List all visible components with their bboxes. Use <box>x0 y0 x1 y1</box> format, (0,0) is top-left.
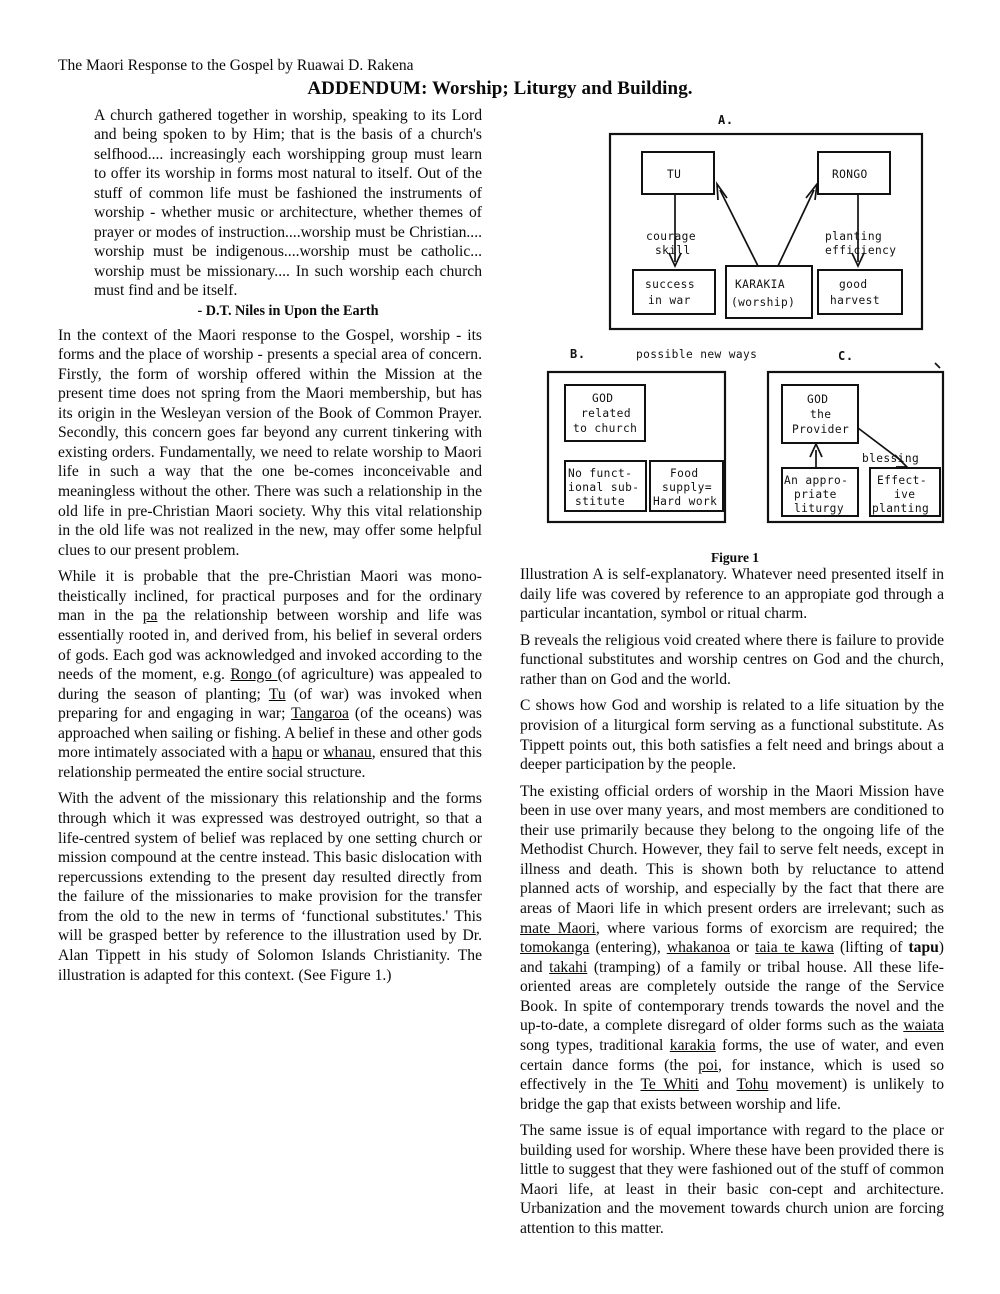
box-karakia-label: KARAKIA <box>735 278 785 291</box>
box-c3-line1: Effect- <box>877 474 927 487</box>
text-seg: (of the oceans) was approached when sailing or fishing. A belief in these and other gods more intimately associated with a <box>58 705 482 762</box>
term-tapu: tapu <box>908 939 939 957</box>
text-seg: The existing official orders of worship in the Maori Mission have been in use over many years, and most members are conditioned to their use primarily because they belong to the ongoing life of the Methodist Church. However, they fail to serve felt needs, except in illness and death. This is shown both by reluctance to attend planned acts of worship, and especially by the fact that there are areas of Maori life in which present orders are irrelevant; such as <box>520 782 944 917</box>
box-b1-line3: to church <box>573 422 638 435</box>
term-tomokanga: tomokanga <box>520 939 590 957</box>
text-seg: or <box>302 744 324 762</box>
box-c1-line1: GOD <box>807 393 829 406</box>
panel-a-label: A. <box>718 113 734 127</box>
paragraph-orders <box>520 782 944 1115</box>
edge-label-blessing: blessing <box>862 452 920 465</box>
edge-label-planting: planting <box>825 230 883 243</box>
text-seg: While it is probable that the pre-Christian Maori was mono-theistically inclined, for practical purposes and for the ordinary man in the <box>58 568 482 625</box>
box-harvest-sublabel: harvest <box>830 294 880 307</box>
term-pa: pa <box>142 607 158 625</box>
paragraph-missionary: With the advent of the missionary this relationship and the forms through which it was expressed was destroyed outright, so that a life-centred system of belief was replaced by one setting church or mission compound at the centre instead. This basic dislocation with repercussions extending to the present day resulted directly from the failure of the missionaries to make provision for the transfer from the old to the new in terms of ‘functional substitutes.' This will be grasped better by reference to the illustration used by Dr. Alan Tippett in his study of Solomon Islands Christianity. The illustration is adapted for this context. (See Figure 1.) <box>58 790 482 984</box>
running-head: The Maori Response to the Gospel by Ruawai D. Rakena <box>58 57 414 74</box>
text-seg: , for instance, which is used so effectively in the <box>520 1056 945 1094</box>
box-c1-line3: Provider <box>792 423 850 436</box>
text-seg: movement) is unlikely to bridge the gap that exists between worship and life. <box>520 1076 944 1113</box>
text-seg: (entering), <box>589 939 667 957</box>
term-karakia: karakia <box>669 1036 716 1054</box>
figure-caption: Figure 1 <box>710 550 760 565</box>
box-b3-line3: Hard work <box>653 495 718 508</box>
box-c2-line3: liturgy <box>794 502 844 515</box>
box-c3-line2: ive <box>894 488 916 501</box>
page-title: ADDENDUM: Worship; Liturgy and Building. <box>307 78 693 99</box>
quote-attribution: - D.T. Niles in Upon the Earth <box>197 302 379 319</box>
figure-1 <box>520 110 950 565</box>
arrowhead-karakia-rongo <box>806 184 817 200</box>
term-te-whiti: Te Whiti <box>640 1076 699 1094</box>
epigraph-quote <box>58 106 482 301</box>
arrowhead-karakia-tu <box>717 184 727 200</box>
box-c2-line2: priate <box>794 488 837 501</box>
text-seg: (tramping) of a family or tribal house. All these life-oriented areas are completely outside the range of the Service Book. In spite of contemporary trends towards the novel and the up-to-date, a complete disregard of older forms such as the <box>520 958 944 1035</box>
term-waiata: waiata <box>903 1017 944 1035</box>
paragraph-illustration-c: C shows how God and worship is related to a life situation by the provision of a liturgical form serving as a functional substitute. As Tippett points out, this both satisfies a felt need and brings about a deeper participation by the people. <box>520 697 944 774</box>
box-tu-label: TU <box>667 168 682 181</box>
term-takahi: takahi <box>549 958 588 976</box>
term-mate-maori: mate Maori <box>520 919 596 937</box>
term-taia-te-kawa: taia te kawa <box>755 939 834 957</box>
box-karakia <box>726 266 812 318</box>
text-seg: song types, traditional <box>520 1036 670 1054</box>
edge-label-efficiency: efficiency <box>825 244 897 257</box>
term-tangaroa: Tangaroa <box>291 705 349 723</box>
box-b1-line2: related <box>581 407 631 420</box>
term-poi: poi <box>698 1056 718 1074</box>
paragraph-building: The same issue is of equal importance with regard to the place or building used for worship. Where these have been provided there is little to suggest that they were fashioned out of the stuff of common Maori life, at least in their basic con-cept and architecture. Urbanization and the movement towards church union are forcing attention to this matter. <box>520 1122 944 1237</box>
box-b3-line1: Food <box>670 467 699 480</box>
term-whanau: whanau <box>323 744 372 762</box>
term-tohu: Tohu <box>736 1076 769 1094</box>
box-rongo-label: RONGO <box>832 168 868 181</box>
text-seg: , ensured that this relationship permeated the entire social structure. <box>58 744 482 781</box>
right-column <box>520 565 944 1246</box>
term-whakanoa: whakanoa <box>666 939 731 957</box>
box-success-in-war <box>633 270 715 314</box>
box-b1-line1: GOD <box>592 392 614 405</box>
text-seg: , where various forms of exorcism are required; the <box>595 919 945 937</box>
panel-b-label: B. <box>570 347 586 361</box>
text-seg: and <box>698 1076 737 1094</box>
box-c1-line2: the <box>810 408 832 421</box>
text-seg: or <box>730 939 756 957</box>
paragraph-illustration-a: Illustration A is self-explanatory. Whatever need presented itself in daily life was covered by reference to an appropiate god through a particular incantation, symbol or ritual charm. <box>520 566 944 623</box>
term-hapu: hapu <box>271 744 303 762</box>
box-c3-line3: planting <box>872 502 930 515</box>
text-seg: the relationship between worship and life was essentially rooted in, and derived from, his belief in several orders of gods. Each god was acknowledged and invoked according to the needs of the moment, e.g. <box>58 607 482 684</box>
panel-c-label: C. <box>838 349 854 363</box>
left-column <box>58 106 482 992</box>
text-seg: (of war) was invoked when preparing for and engaging in war; <box>58 685 482 723</box>
arrow-karakia-to-rongo <box>778 190 814 266</box>
paragraph-illustration-b: B reveals the religious void created where there is failure to provide functional substitutes and worship centres on God and the church, rather than on God and the world. <box>520 631 944 688</box>
term-rongo: Rongo <box>230 666 278 684</box>
paragraph-gods <box>58 567 482 782</box>
box-c2-line1: An appro- <box>784 474 849 487</box>
box-b2-line2: ional sub- <box>568 481 640 494</box>
text-seg: (lifting of <box>833 939 909 957</box>
box-b2-line3: stitute <box>575 495 625 508</box>
term-tu: Tu <box>268 685 286 703</box>
text-seg: (of agriculture) was appealed to during the season of planting; <box>58 666 483 703</box>
edge-label-skill: skill <box>655 244 691 257</box>
box-b3-line2: supply= <box>662 481 712 494</box>
box-harvest-label: good <box>839 278 868 291</box>
arrow-karakia-to-tu <box>720 190 758 266</box>
edge-label-courage: courage <box>646 230 696 243</box>
possible-new-ways-label: possible new ways <box>636 348 758 361</box>
box-b2-line1: No funct- <box>568 467 633 480</box>
box-success-sublabel: in war <box>648 294 691 307</box>
panel-c-tick <box>935 363 940 368</box>
quote-text: A church gathered together in worship, speaking to its Lord and being spoken to by Him; that is the basis of a church's selfhood.... increasingly each worshipping group must learn to offer its worship in forms most natural to itself. Out of the stuff of common life must be fashioned the instruments of worship - whether music or architecture, whether themes of prayer or modes of instruction....worship must be Christian.... worship must be indigenous....worship must be catholic... worship must be missionary.... In such worship each church must find and be itself. <box>94 107 482 300</box>
text-seg: forms, the use of water, and even certain dance forms (the <box>520 1036 944 1074</box>
box-good-harvest <box>818 270 902 314</box>
box-karakia-sublabel: (worship) <box>731 296 796 309</box>
paragraph-context: In the context of the Maori response to the Gospel, worship - its forms and the place of worship - presents a special area of concern. Firstly, the form of worship offered within the Mission at the present time does not spring from the Maori membership, but has its origin in the Wesleyan version of the Book of Common Prayer. Secondly, this concern goes far beyond any current tinkering with existing orders. Fundamentally, we need to relate worship to Maori life in such a way that the one be-comes inconceivable and meaningless without the other. There was such a relationship in the old life in pre-Christian Maori society. Why this vital relationship in the old life was not realized in the new, may offer some helpful clues to our present problem. <box>58 326 482 559</box>
text-seg: ) and <box>520 939 944 976</box>
box-success-label: success <box>645 278 695 291</box>
